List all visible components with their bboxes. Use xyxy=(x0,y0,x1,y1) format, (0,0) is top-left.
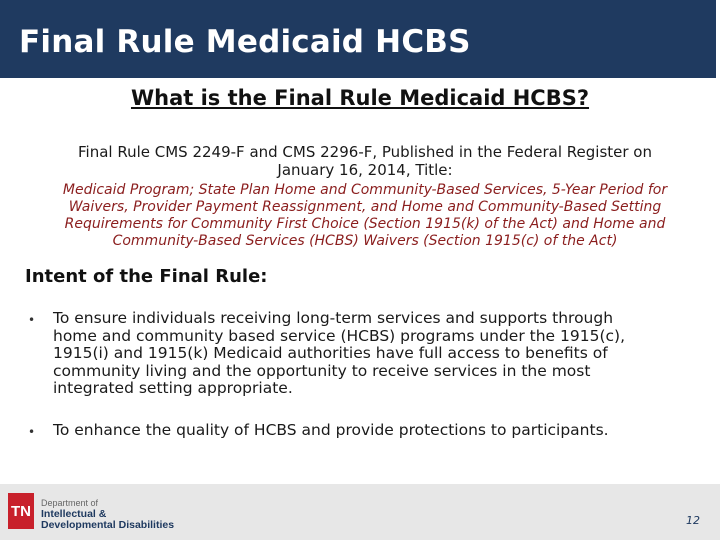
page-number: 12 xyxy=(686,514,700,527)
publication-line: January 16, 2014, Title: xyxy=(277,161,453,179)
bullet-icon: • xyxy=(28,425,36,439)
bullet-line: home and community based service (HCBS) programs under the 1915(c), xyxy=(53,326,625,345)
bullet-line: To enhance the quality of HCBS and provide protections to participants. xyxy=(53,421,609,439)
slide-subtitle: What is the Final Rule Medicaid HCBS? xyxy=(130,86,590,110)
bullet-line: integrated setting appropriate. xyxy=(53,379,293,397)
bullet-line: community living and the opportunity to receive services in the most xyxy=(53,361,591,380)
slide-title: Final Rule Medicaid HCBS xyxy=(19,24,471,60)
intent-heading: Intent of the Final Rule: xyxy=(25,266,268,287)
bullet-icon: • xyxy=(28,313,36,327)
rule-title-line: Medicaid Program; State Plan Home and Community-Based Services, 5-Year Period for xyxy=(62,182,668,198)
publication-line: Final Rule CMS 2249-F and CMS 2296-F, Published in the Federal Register on xyxy=(78,143,652,161)
department-line: Developmental Disabilities xyxy=(41,519,175,531)
department-line: Department of xyxy=(41,498,99,508)
publication-text xyxy=(25,143,705,179)
rule-title-line: Community-Based Services (HCBS) Waivers (Section 1915(c) of the Act) xyxy=(112,233,618,249)
rule-title-line: Requirements for Community First Choice (Section 1915(k) of the Act) and Home and xyxy=(64,216,666,232)
bullet-text xyxy=(53,310,693,398)
rule-title-line: Waivers, Provider Payment Reassignment, and Home and Community-Based Setting xyxy=(68,199,662,215)
bullet-line: To ensure individuals receiving long-term services and supports through xyxy=(53,309,614,327)
bullet-text xyxy=(53,422,693,440)
title-bar xyxy=(0,0,716,78)
tn-logo: TN xyxy=(8,493,34,529)
department-name xyxy=(41,498,174,531)
rule-title-text xyxy=(22,182,708,250)
bullet-line: 1915(i) and 1915(k) Medicaid authorities have full access to benefits of xyxy=(53,344,608,362)
department-line: Intellectual & xyxy=(41,508,107,520)
